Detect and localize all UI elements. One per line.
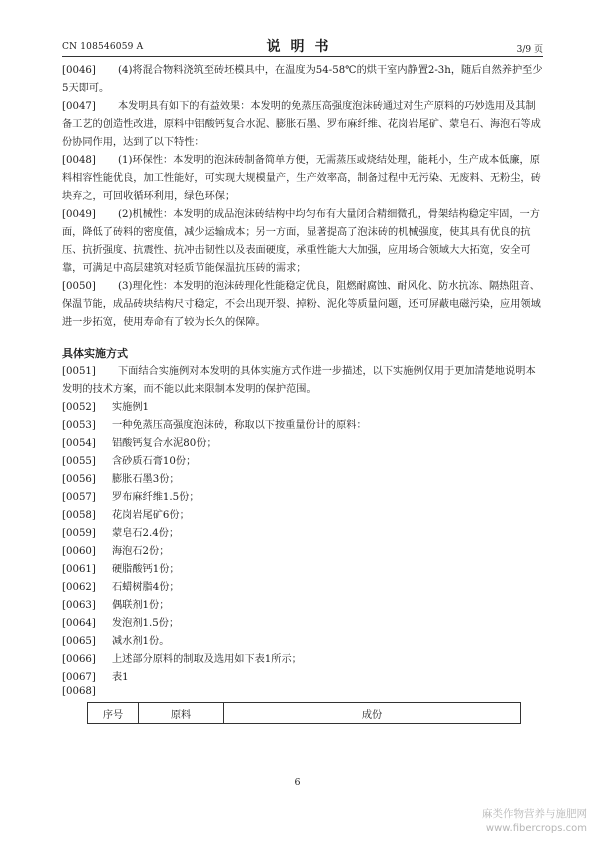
paragraph-number: [0050]: [62, 281, 96, 292]
paragraph-number: [0051]: [62, 366, 96, 377]
list-item: [0053] 一种免蒸压高强度泡沫砖，称取以下按重量份计的原料：: [62, 420, 367, 431]
table-header-cell: 原料: [139, 703, 224, 724]
list-item: [0062] 石蜡树脂4份；: [62, 582, 180, 593]
header-rule: [62, 56, 543, 57]
paragraph-text: (3)理化性：本发明的泡沫砖理化性能稳定优良，阻燃耐腐蚀、耐风化、防水抗冻、隔热阻音、保温节能，成品砖块结构尺寸稳定，不会出现开裂、掉粉、泥化等质量问题，还可屏蔽电磁污染，应用领域进一步拓宽，使用寿命有了较为长久的保障。: [62, 281, 541, 328]
page-header: [62, 34, 543, 58]
paragraph-0051: [62, 363, 543, 399]
list-item: [0057] 罗布麻纤维1.5份；: [62, 492, 200, 503]
paragraph-0048: [62, 152, 543, 206]
paragraph-number: [0046]: [62, 65, 96, 76]
paragraph-text: 下面结合实施例对本发明的具体实施方式作进一步描述，以下实施例仅用于更加清楚地说明本发明的技术方案，而不能以此来限制本发明的保护范围。: [62, 366, 536, 395]
paragraph-number: [0048]: [62, 155, 96, 166]
table-header-cell: 成份: [224, 703, 521, 724]
list-item: [0055] 含砂质石膏10份；: [62, 456, 197, 467]
paragraph-text: 本发明具有如下的有益效果：本发明的免蒸压高强度泡沫砖通过对生产原料的巧妙选用及其制备工艺的创造性改进，原料中铝酸钙复合水泥、膨胀石墨、罗布麻纤维、花岗岩尾矿、蒙皂石、海泡石等成份协同作用，达到了以下特性：: [62, 101, 541, 148]
list-item: [0060] 海泡石2份；: [62, 546, 170, 557]
list-item: [0061] 硬脂酸钙1份；: [62, 564, 180, 575]
list-item: [0064] 发泡剂1.5份；: [62, 618, 180, 629]
page-indicator: 3/9 页: [516, 45, 543, 55]
materials-table: [87, 702, 521, 724]
list-item: [0063] 偶联剂1份；: [62, 600, 170, 611]
watermark: [482, 806, 587, 834]
table-header-cell: 序号: [88, 703, 139, 724]
paragraph-text: (1)环保性：本发明的泡沫砖制备简单方便，无需蒸压或烧结处理，能耗小，生产成本低廉，原料相容性能优良，加工性能好，可实现大规模量产，生产效率高，制备过程中无污染、无废料、无粉尘，砖块弃之，可回收循环利用，绿色环保；: [62, 155, 541, 202]
paragraph-text: (4)将混合物料浇筑至砖坯模具中，在温度为54-58℃的烘干室内静置2-3h，随后自然养护至少5天即可。: [62, 65, 543, 94]
paragraph-0050: [62, 278, 543, 332]
publication-number: CN 108546059 A: [62, 42, 144, 52]
table-header-row: [88, 703, 521, 724]
paragraph-number: [0047]: [62, 101, 96, 112]
watermark-title: 麻类作物营养与施肥网: [482, 808, 587, 820]
list-item: [0059] 蒙皂石2.4份；: [62, 528, 180, 539]
paragraph-0047: [62, 98, 543, 152]
watermark-url: www.fibercrops.com: [485, 823, 587, 834]
list-item: [0058] 花岗岩尾矿6份；: [62, 510, 190, 521]
list-item: [0066] 上述部分原料的制取及选用如下表1所示；: [62, 654, 302, 665]
paragraph-number: [0049]: [62, 209, 96, 220]
page-number: 6: [294, 777, 301, 788]
section-heading: 具体实施方式: [62, 347, 128, 360]
paragraph-0046: [62, 62, 543, 98]
document-title: 说明书: [266, 39, 339, 55]
paragraph-text: (2)机械性：本发明的成品泡沫砖结构中均匀布有大量闭合精细微孔，骨架结构稳定牢固，一方面，降低了砖料的密度值，减少运输成本；另一方面，显著提高了泡沫砖的机械强度，使其具有优良的抗压、抗折强度、抗震性、抗冲击韧性以及表面硬度，承重性能大大加强，应用场合领域大大拓宽，安全可靠，可满足中高层建筑对轻质节能保温抗压砖的需求；: [62, 209, 540, 274]
list-item: [0052] 实施例1: [62, 402, 150, 413]
list-item: [0065] 减水剂1份。: [62, 636, 170, 647]
list-item: [0067] 表1: [62, 672, 129, 683]
list-item: [0056] 膨胀石墨3份；: [62, 474, 180, 485]
paragraph-0049: [62, 206, 543, 278]
list-item: [0068]: [62, 686, 96, 697]
list-item: [0054] 铝酸钙复合水泥80份；: [62, 438, 217, 449]
